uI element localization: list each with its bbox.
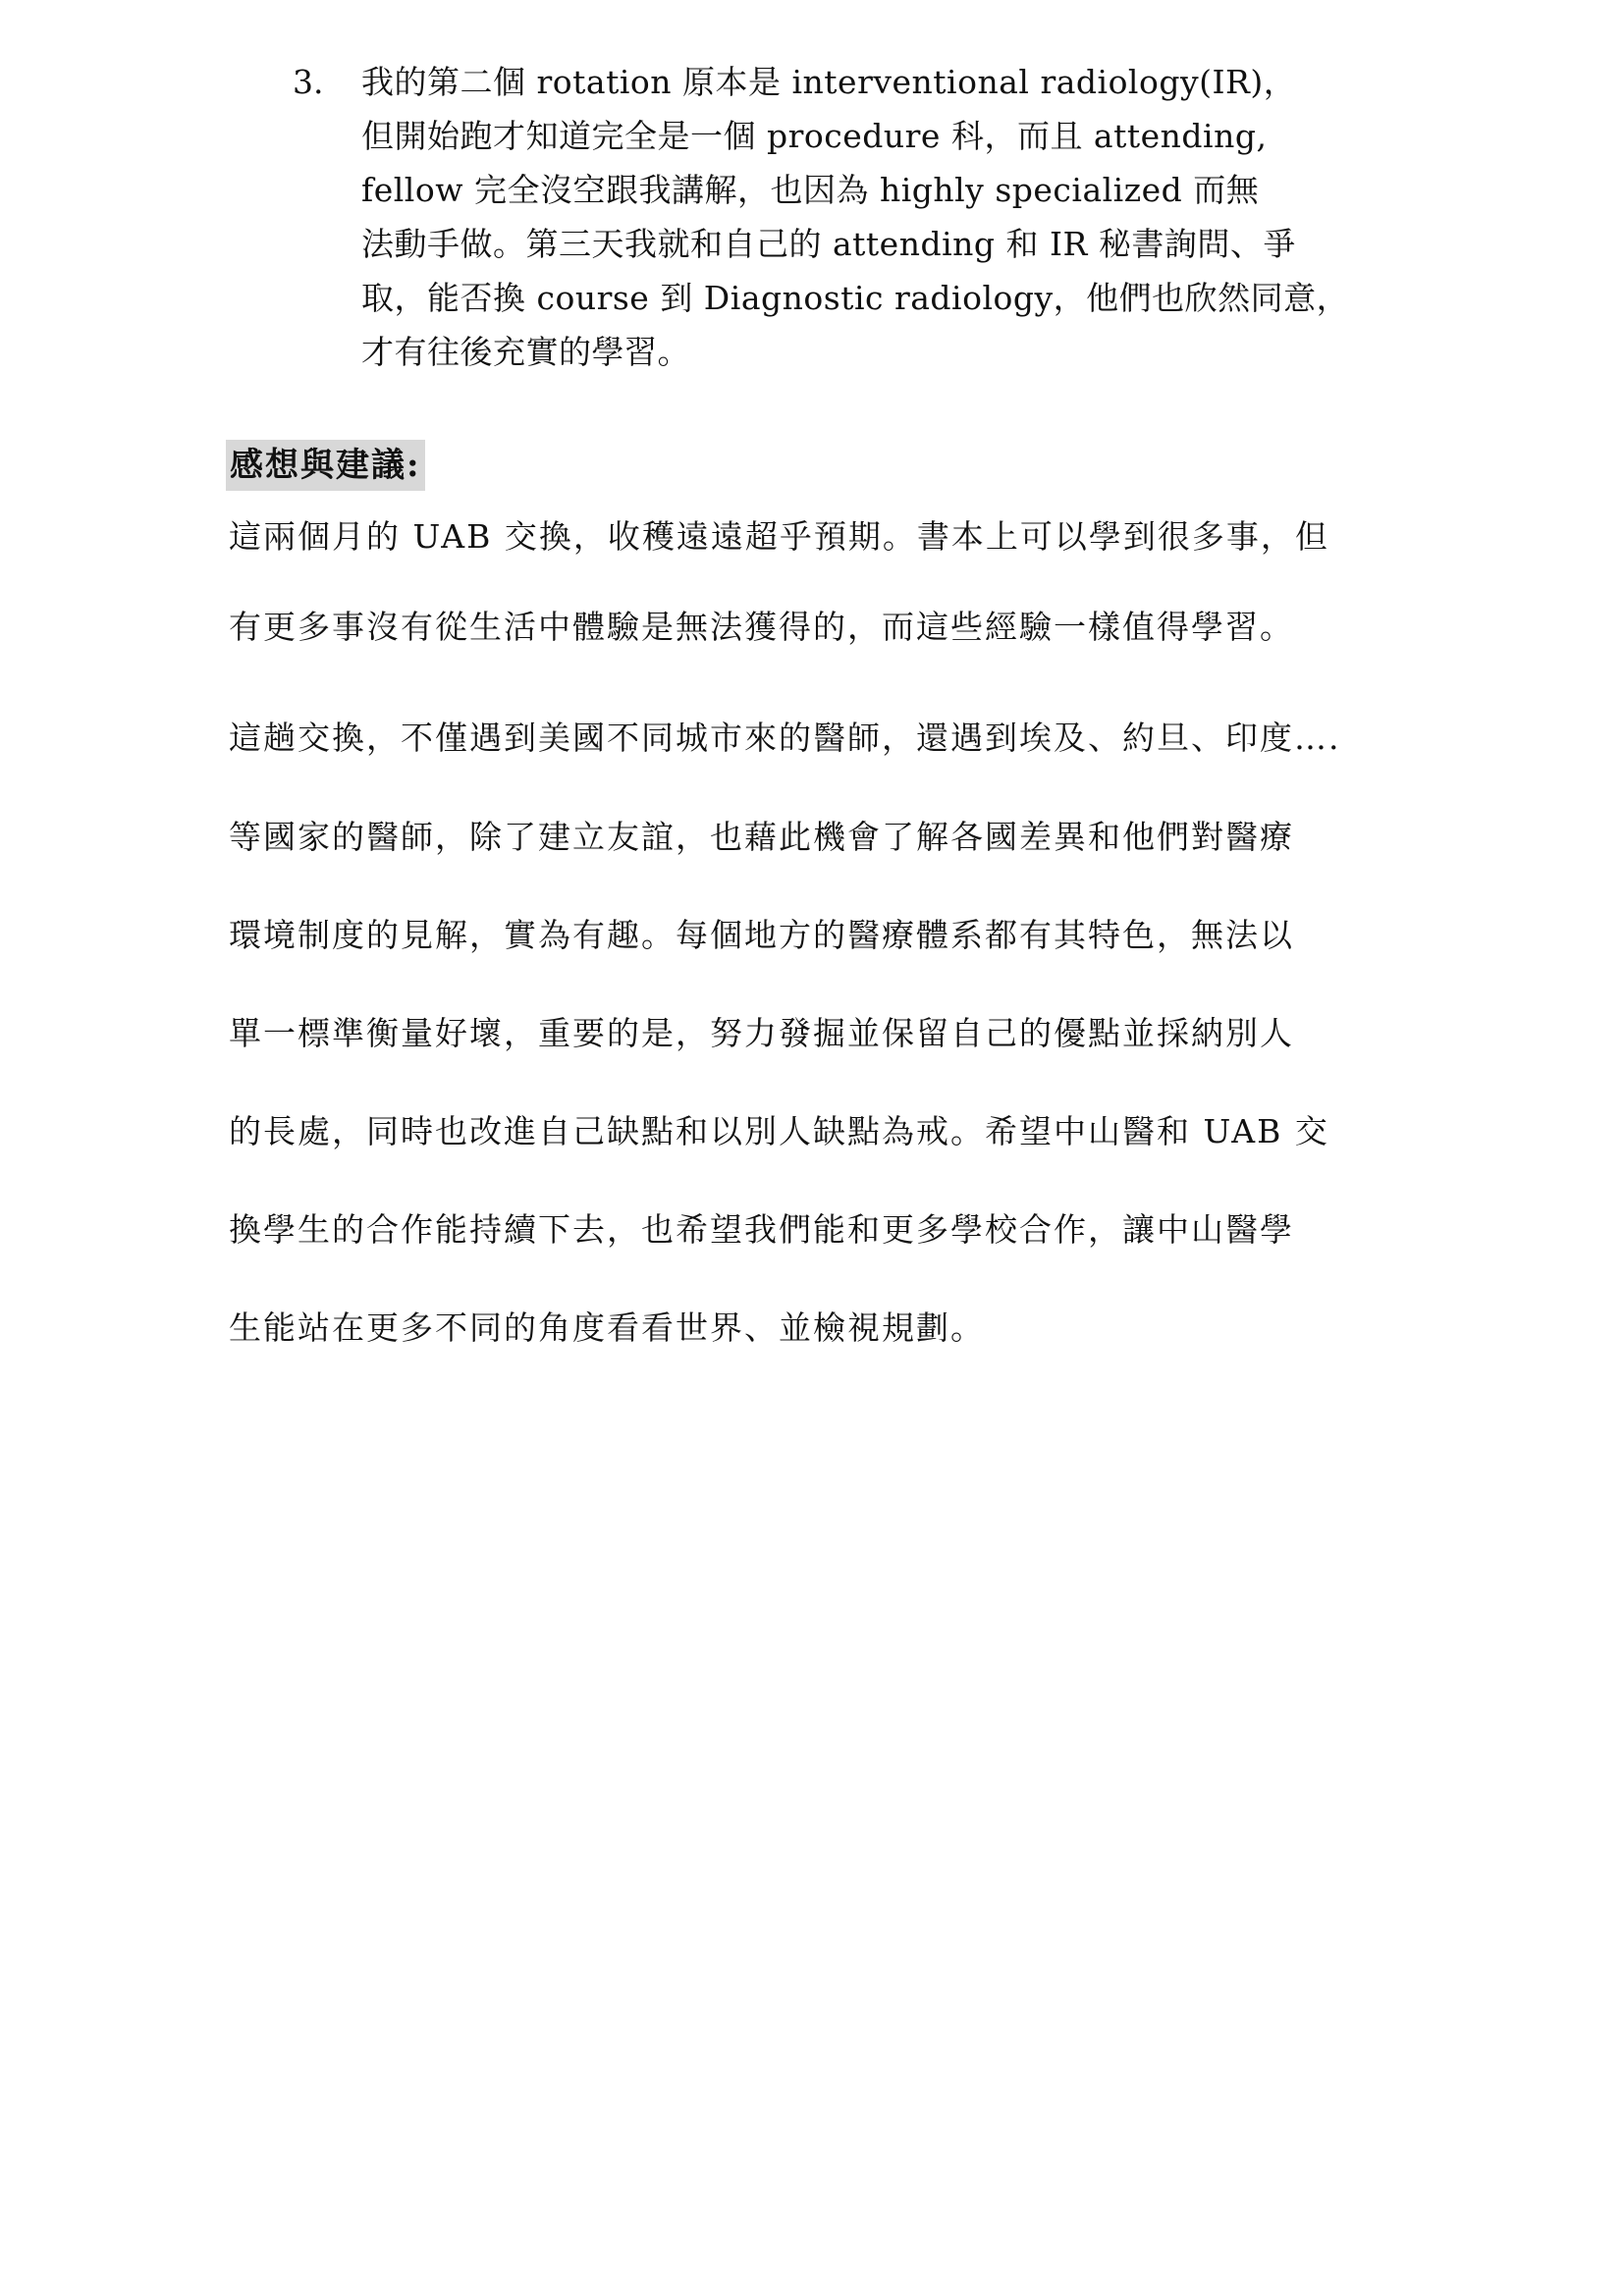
paragraph-line: 這趟交換，不僅遇到美國不同城市來的醫師，還遇到埃及、約旦、印度…. [229, 719, 1341, 757]
paragraph-line: 換學生的合作能持續下去，也希望我們能和更多學校合作，讓中山醫學 [229, 1210, 1294, 1249]
paragraph-line: 的長處，同時也改進自己缺點和以別人缺點為戒。希望中山醫和 UAB 交 [229, 1112, 1329, 1150]
paragraph-line: 環境制度的見解，實為有趣。每個地方的醫療體系都有其特色，無法以 [229, 916, 1294, 954]
list-item-line: 取，能否換 course 到 Diagnostic radiology，他們也欣然同意， [361, 279, 1350, 317]
paragraph-line: 這兩個月的 UAB 交換，收穫遠遠超乎預期。書本上可以學到很多事，但 [229, 517, 1329, 556]
list-item-number: 3. [293, 63, 324, 101]
section-heading: 感想與建議: [226, 440, 425, 491]
list-item-line: fellow 完全沒空跟我講解，也因為 highly specialized 而無 [361, 171, 1260, 209]
paragraph-line: 有更多事沒有從生活中體驗是無法獲得的，而這些經驗一樣值得學習。 [229, 608, 1294, 646]
list-item-line: 才有往後充實的學習。 [361, 333, 690, 371]
paragraph-line: 單一標準衡量好壞，重要的是，努力發掘並保留自己的優點並採納別人 [229, 1014, 1294, 1052]
paragraph-line: 生能站在更多不同的角度看看世界、並檢視規劃。 [229, 1308, 985, 1347]
paragraph-line: 等國家的醫師，除了建立友誼，也藉此機會了解各國差異和他們對醫療 [229, 818, 1294, 856]
list-item-line: 我的第二個 rotation 原本是 interventional radiology(IR)， [361, 63, 1297, 101]
list-item-line: 法動手做。第三天我就和自己的 attending 和 IR 秘書詢問、爭 [361, 225, 1296, 263]
list-item-line: 但開始跑才知道完全是一個 procedure 科，而且 attending, [361, 117, 1268, 155]
